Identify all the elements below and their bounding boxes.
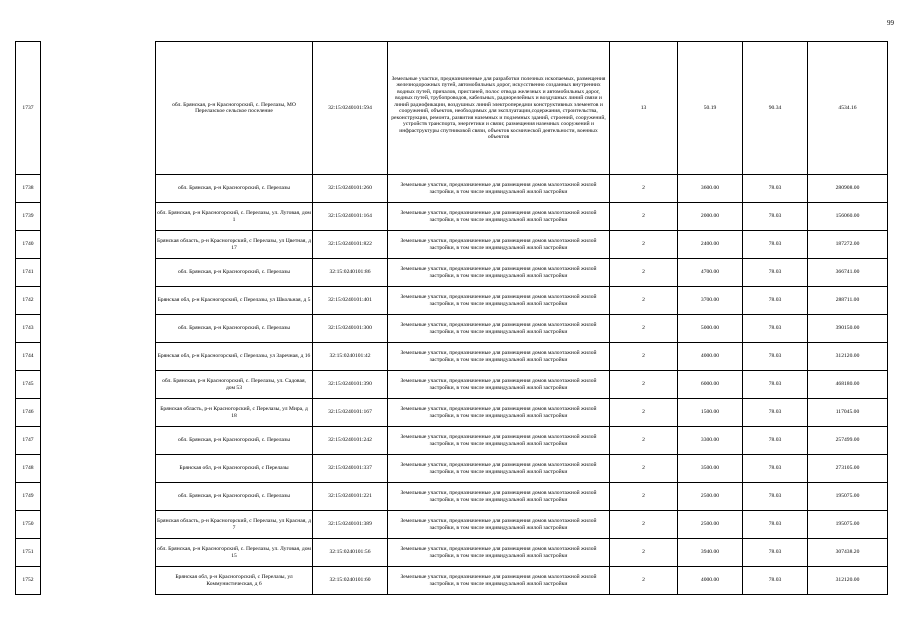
- address-cell: Брянская обл, р-н Красногорский, с Перелазы: [156, 455, 313, 483]
- group-cell: 2: [610, 231, 678, 259]
- address-cell: Брянская обл, р-н Красногорский, с Перелазы, ул Коммунистическая, д 6: [156, 567, 313, 595]
- value-cell: 257499.00: [808, 427, 888, 455]
- address-cell: обл. Брянская, р-н Красногорский, с. Перелазы: [156, 315, 313, 343]
- group-cell: 13: [610, 42, 678, 175]
- group-cell: 2: [610, 483, 678, 511]
- group-cell: 2: [610, 511, 678, 539]
- rate-cell: 78.03: [743, 483, 808, 511]
- group-cell: 2: [610, 567, 678, 595]
- cadastral-number-cell: 32:15:0240101:42: [313, 343, 388, 371]
- row-number: 1746: [16, 399, 41, 427]
- area-cell: 2400.00: [678, 231, 743, 259]
- area-cell: 6000.00: [678, 371, 743, 399]
- address-cell: обл. Брянская, р-н Красногорский, с. Перелазы, ул. Садовая, дом 53: [156, 371, 313, 399]
- value-cell: 195075.00: [808, 483, 888, 511]
- group-cell: 2: [610, 175, 678, 203]
- table-row: [16, 567, 888, 595]
- row-number: 1744: [16, 343, 41, 371]
- value-cell: 468180.00: [808, 371, 888, 399]
- rate-cell: 78.03: [743, 539, 808, 567]
- group-cell: 2: [610, 287, 678, 315]
- area-cell: 4700.00: [678, 259, 743, 287]
- address-cell: Брянская обл, р-н Красногорский, с Перелазы, ул Заречная, д 16: [156, 343, 313, 371]
- value-cell: 312120.00: [808, 343, 888, 371]
- table-row: [16, 455, 888, 483]
- cadastral-number-cell: 32:15:0240101:167: [313, 399, 388, 427]
- cadastral-number-cell: 32:15:0240101:389: [313, 511, 388, 539]
- row-number: 1748: [16, 455, 41, 483]
- table-row: [16, 371, 888, 399]
- blank-column: [41, 539, 156, 567]
- land-purpose-cell: Земельные участки, предназначенные для размещения домов малоэтажной жилой застройки, в том числе индивидуальной жилой застройки: [388, 175, 610, 203]
- row-number: 1745: [16, 371, 41, 399]
- value-cell: 307438.20: [808, 539, 888, 567]
- cadastral-number-cell: 32:15:0240101:337: [313, 455, 388, 483]
- value-cell: 117045.00: [808, 399, 888, 427]
- address-cell: обл. Брянская, р-н Красногорский, с. Перелазы: [156, 483, 313, 511]
- rate-cell: 90.34: [743, 42, 808, 175]
- value-cell: 390150.00: [808, 315, 888, 343]
- cadastral-number-cell: 32:15:0240101:300: [313, 315, 388, 343]
- address-cell: обл. Брянская, р-н Красногорский, с. Перелазы: [156, 259, 313, 287]
- area-cell: 50.19: [678, 42, 743, 175]
- land-purpose-cell: Земельные участки, предназначенные для размещения домов малоэтажной жилой застройки, в том числе индивидуальной жилой застройки: [388, 427, 610, 455]
- area-cell: 1500.00: [678, 399, 743, 427]
- land-purpose-cell: Земельные участки, предназначенные для размещения домов малоэтажной жилой застройки, в том числе индивидуальной жилой застройки: [388, 399, 610, 427]
- area-cell: 2000.00: [678, 203, 743, 231]
- blank-column: [41, 455, 156, 483]
- area-cell: 5000.00: [678, 315, 743, 343]
- row-number: 1751: [16, 539, 41, 567]
- row-number: 1737: [16, 42, 41, 175]
- row-number: 1740: [16, 231, 41, 259]
- address-cell: обл. Брянская, р-н Красногорский, с. Перелазы, МО Перелазское сельское поселение: [156, 42, 313, 175]
- row-number: 1747: [16, 427, 41, 455]
- area-cell: 4000.00: [678, 343, 743, 371]
- cadastral-number-cell: 32:15:0240101:56: [313, 539, 388, 567]
- group-cell: 2: [610, 399, 678, 427]
- rate-cell: 78.03: [743, 511, 808, 539]
- land-purpose-cell: Земельные участки, предназначенные для размещения домов малоэтажной жилой застройки, в том числе индивидуальной жилой застройки: [388, 287, 610, 315]
- cadastral-number-cell: 32:15:0240101:822: [313, 231, 388, 259]
- land-purpose-cell: Земельные участки, предназначенные для размещения домов малоэтажной жилой застройки, в том числе индивидуальной жилой застройки: [388, 371, 610, 399]
- row-number: 1741: [16, 259, 41, 287]
- blank-column: [41, 287, 156, 315]
- group-cell: 2: [610, 259, 678, 287]
- address-cell: обл. Брянская, р-н Красногорский, с. Перелазы, ул. Луговая, дом 15: [156, 539, 313, 567]
- cadastral-number-cell: 32:15:0240101:86: [313, 259, 388, 287]
- land-purpose-cell: Земельные участки, предназначенные для размещения домов малоэтажной жилой застройки, в том числе индивидуальной жилой застройки: [388, 343, 610, 371]
- blank-column: [41, 231, 156, 259]
- table-row: [16, 203, 888, 231]
- area-cell: 2500.00: [678, 483, 743, 511]
- land-purpose-cell: Земельные участки, предназначенные для размещения домов малоэтажной жилой застройки, в том числе индивидуальной жилой застройки: [388, 315, 610, 343]
- blank-column: [41, 175, 156, 203]
- table-row: [16, 511, 888, 539]
- row-number: 1743: [16, 315, 41, 343]
- value-cell: 187272.00: [808, 231, 888, 259]
- table-row: [16, 399, 888, 427]
- row-number: 1749: [16, 483, 41, 511]
- land-purpose-cell: Земельные участки, предназначенные для размещения домов малоэтажной жилой застройки, в том числе индивидуальной жилой застройки: [388, 511, 610, 539]
- page-number: 99: [887, 19, 894, 27]
- address-cell: Брянская обл, р-н Красногорский, с Перелазы, ул Школьная, д 5: [156, 287, 313, 315]
- row-number: 1750: [16, 511, 41, 539]
- rate-cell: 78.03: [743, 567, 808, 595]
- rate-cell: 78.03: [743, 371, 808, 399]
- cadastral-number-cell: 32:15:0240101:242: [313, 427, 388, 455]
- group-cell: 2: [610, 539, 678, 567]
- address-cell: Брянская область, р-н Красногорский, с Перелазы, ул Красная, д 7: [156, 511, 313, 539]
- rate-cell: 78.03: [743, 343, 808, 371]
- table-row: [16, 42, 888, 175]
- cadastral-number-cell: 32:15:0240101:390: [313, 371, 388, 399]
- cadastral-number-cell: 32:15:0240101:260: [313, 175, 388, 203]
- rate-cell: 78.03: [743, 231, 808, 259]
- group-cell: 2: [610, 371, 678, 399]
- value-cell: 288711.00: [808, 287, 888, 315]
- address-cell: Брянская область, р-н Красногорский, с Перелазы, ул Мира, д 18: [156, 399, 313, 427]
- value-cell: 312120.00: [808, 567, 888, 595]
- row-number: 1738: [16, 175, 41, 203]
- area-cell: 3500.00: [678, 455, 743, 483]
- rate-cell: 78.03: [743, 287, 808, 315]
- area-cell: 3300.00: [678, 427, 743, 455]
- blank-column: [41, 42, 156, 175]
- value-cell: 195075.00: [808, 511, 888, 539]
- blank-column: [41, 567, 156, 595]
- rate-cell: 78.03: [743, 315, 808, 343]
- address-cell: обл. Брянская, р-н Красногорский, с. Перелазы, ул. Луговая, дом 1: [156, 203, 313, 231]
- land-purpose-cell: Земельные участки, предназначенные для размещения домов малоэтажной жилой застройки, в том числе индивидуальной жилой застройки: [388, 259, 610, 287]
- group-cell: 2: [610, 455, 678, 483]
- address-cell: обл. Брянская, р-н Красногорский, с. Перелазы: [156, 427, 313, 455]
- value-cell: 156060.00: [808, 203, 888, 231]
- group-cell: 2: [610, 315, 678, 343]
- group-cell: 2: [610, 427, 678, 455]
- row-number: 1742: [16, 287, 41, 315]
- rate-cell: 78.03: [743, 427, 808, 455]
- group-cell: 2: [610, 203, 678, 231]
- area-cell: 3940.00: [678, 539, 743, 567]
- rate-cell: 78.03: [743, 175, 808, 203]
- value-cell: 4534.16: [808, 42, 888, 175]
- blank-column: [41, 483, 156, 511]
- blank-column: [41, 511, 156, 539]
- land-purpose-cell: Земельные участки, предназначенные для размещения домов малоэтажной жилой застройки, в том числе индивидуальной жилой застройки: [388, 231, 610, 259]
- table-row: [16, 343, 888, 371]
- row-number: 1739: [16, 203, 41, 231]
- rate-cell: 78.03: [743, 399, 808, 427]
- area-cell: 4000.00: [678, 567, 743, 595]
- land-purpose-cell: Земельные участки, предназначенные для размещения домов малоэтажной жилой застройки, в том числе индивидуальной жилой застройки: [388, 483, 610, 511]
- value-cell: 280908.00: [808, 175, 888, 203]
- table-row: [16, 259, 888, 287]
- blank-column: [41, 259, 156, 287]
- land-purpose-cell: Земельные участки, предназначенные для размещения домов малоэтажной жилой застройки, в том числе индивидуальной жилой застройки: [388, 203, 610, 231]
- rate-cell: 78.03: [743, 455, 808, 483]
- group-cell: 2: [610, 343, 678, 371]
- area-cell: 3700.00: [678, 287, 743, 315]
- rate-cell: 78.03: [743, 203, 808, 231]
- land-plot-table: [15, 41, 888, 595]
- blank-column: [41, 203, 156, 231]
- cadastral-number-cell: 32:15:0240101:60: [313, 567, 388, 595]
- blank-column: [41, 371, 156, 399]
- blank-column: [41, 427, 156, 455]
- cadastral-number-cell: 32:15:0240101:594: [313, 42, 388, 175]
- table-row: [16, 483, 888, 511]
- area-cell: 3600.00: [678, 175, 743, 203]
- cadastral-number-cell: 32:15:0240101:401: [313, 287, 388, 315]
- blank-column: [41, 315, 156, 343]
- area-cell: 2500.00: [678, 511, 743, 539]
- value-cell: 366741.00: [808, 259, 888, 287]
- cadastral-number-cell: 32:15:0240101:221: [313, 483, 388, 511]
- value-cell: 273105.00: [808, 455, 888, 483]
- land-purpose-cell: Земельные участки, предназначенные для разработки полезных ископаемых, размещения железнодорожных путей, автомобильных дорог, искусственно созданных внутренних водных путей, причалов, пристаней, полос отвода железных и автомобильных дорог, водных путей, трубопроводов, кабельных, радиорелейных и воздушных линий связи и линий радиофикации, воздушных линий электропередачи конструктивных элементов и сооружений, объектов, необходимых для эксплуатации,содержания, строительства, реконструкции, ремонта, развития наземных и подземных зданий, строений, сооружений, устройств транспорта, энергетики и связи; размещения наземных сооружений и инфраструктуры спутниковой связи, объектов космической деятельности, военных объектов: [388, 42, 610, 175]
- table-row: [16, 427, 888, 455]
- table-row: [16, 539, 888, 567]
- address-cell: Брянская область, р-н Красногорский, с Перелазы, ул Цветная, д 17: [156, 231, 313, 259]
- blank-column: [41, 399, 156, 427]
- blank-column: [41, 343, 156, 371]
- land-purpose-cell: Земельные участки, предназначенные для размещения домов малоэтажной жилой застройки, в том числе индивидуальной жилой застройки: [388, 539, 610, 567]
- row-number: 1752: [16, 567, 41, 595]
- table-row: [16, 231, 888, 259]
- cadastral-number-cell: 32:15:0240101:164: [313, 203, 388, 231]
- rate-cell: 78.03: [743, 259, 808, 287]
- table-row: [16, 287, 888, 315]
- land-purpose-cell: Земельные участки, предназначенные для размещения домов малоэтажной жилой застройки, в том числе индивидуальной жилой застройки: [388, 455, 610, 483]
- table-row: [16, 175, 888, 203]
- address-cell: обл. Брянская, р-н Красногорский, с. Перелазы: [156, 175, 313, 203]
- table-row: [16, 315, 888, 343]
- land-purpose-cell: Земельные участки, предназначенные для размещения домов малоэтажной жилой застройки, в том числе индивидуальной жилой застройки: [388, 567, 610, 595]
